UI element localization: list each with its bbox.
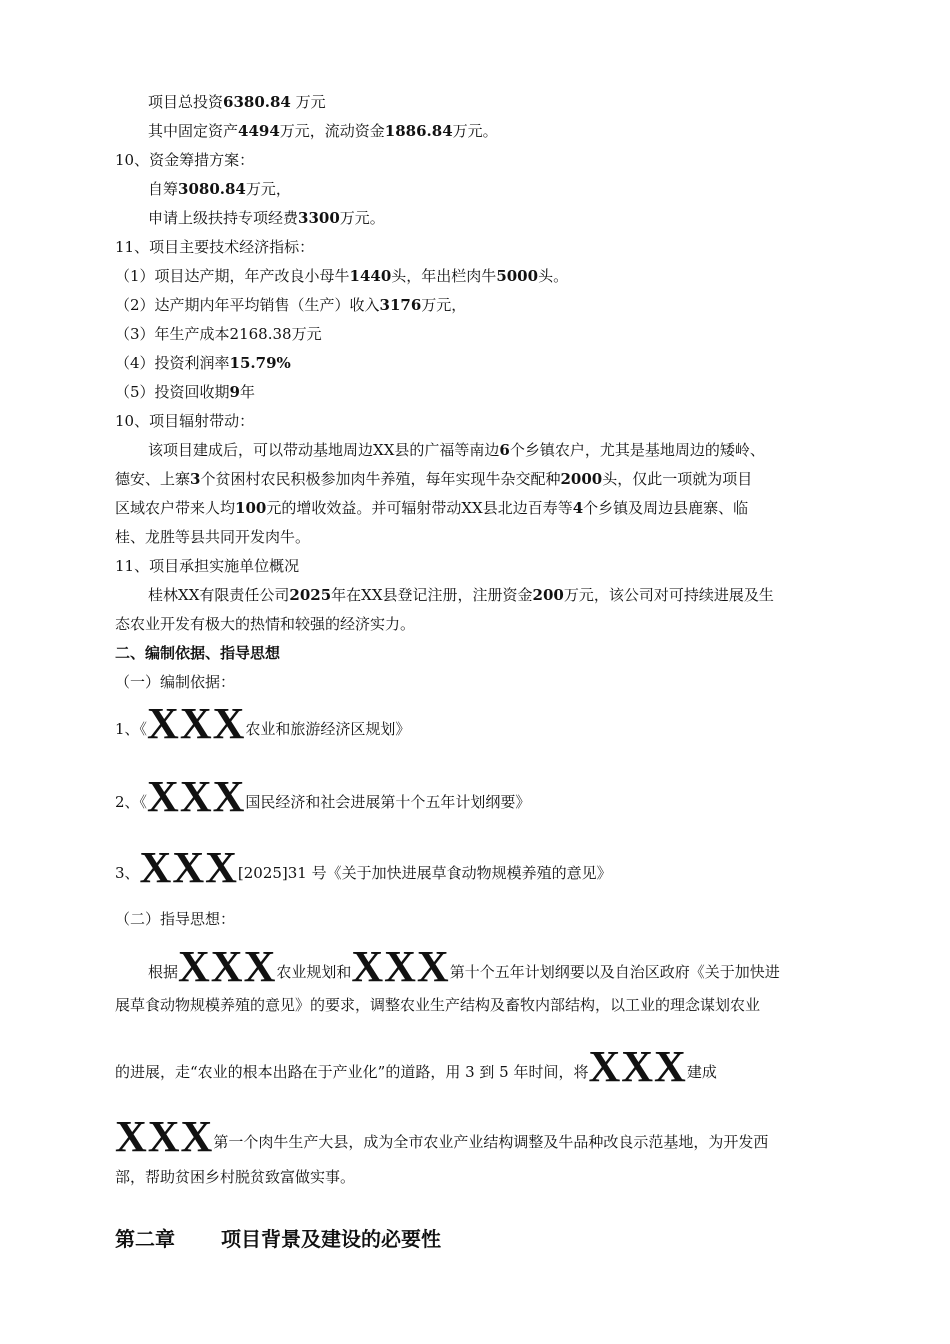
guideline-paragraph-line-1: 根据XXX农业规划和XXX第十个五年计划纲要以及自治区政府《关于加快进 bbox=[148, 942, 780, 991]
implementer-paragraph-line-2: 态农业开发有极大的热情和较强的经济实力。 bbox=[115, 615, 416, 633]
chapter-number: 第二章 bbox=[115, 1227, 175, 1251]
guideline-paragraph-line-3: 的进展，走“农业的根本出路在于产业化”的道路，用 3 到 5 年时间，将XXX建成 bbox=[115, 1042, 717, 1091]
indicator-item-3: （3）年生产成本2168.38万元 bbox=[115, 325, 322, 343]
radiation-paragraph-line-2: 德安、上寨3个贫困村农民积极参加肉牛养殖，每年实现牛杂交配种2000头，仅此一项就为项目 bbox=[115, 470, 753, 488]
special-funding-line: 申请上级扶持专项经费3300万元。 bbox=[148, 209, 385, 227]
guideline-paragraph-line-5: 部，帮助贫困乡村脱贫致富做实事。 bbox=[115, 1168, 356, 1186]
basis-item-2: 2、《XXX国民经济和社会进展第十个五年计划纲要》 bbox=[115, 772, 531, 821]
section-2-heading: 二、编制依据、指导思想 bbox=[115, 644, 281, 662]
guideline-paragraph-line-2: 展草食动物规模养殖的意见》的要求，调整农业生产结构及畜牧内部结构，以工业的理念谋划农业 bbox=[115, 996, 761, 1014]
funding-plan-heading: 10、资金筹措方案： bbox=[115, 151, 255, 169]
radiation-heading: 10、项目辐射带动： bbox=[115, 412, 255, 430]
indicators-heading: 11、项目主要技术经济指标： bbox=[115, 238, 315, 256]
guideline-subheading: （二）指导思想： bbox=[115, 910, 236, 928]
indicator-item-4: （4）投资利润率15.79% bbox=[115, 354, 291, 372]
radiation-paragraph-line-1: 该项目建成后，可以带动基地周边XX县的广福等南边6个乡镇农户，尤其是基地周边的矮岭、 bbox=[148, 441, 765, 459]
self-funding-line: 自筹3080.84万元， bbox=[148, 180, 291, 198]
indicator-item-2: （2）达产期内年平均销售（生产）收入3176万元， bbox=[115, 296, 467, 314]
implementer-paragraph-line-1: 桂林XX有限责任公司2025年在XX县登记注册，注册资金200万元，该公司对可持续进展及生 bbox=[148, 586, 774, 604]
basis-item-3: 3、XXX[2025]31 号《关于加快进展草食动物规模养殖的意见》 bbox=[115, 843, 612, 892]
chapter-heading bbox=[115, 1226, 441, 1252]
radiation-paragraph-line-3: 区域农户带来人均100元的增收效益。并可辐射带动XX县北边百寿等4个乡镇及周边县鹿寨、临 bbox=[115, 499, 749, 517]
basis-subheading: （一）编制依据： bbox=[115, 673, 236, 691]
indicator-item-1: （1）项目达产期，年产改良小母牛1440头，年出栏肉牛5000头。 bbox=[115, 267, 569, 285]
indicator-item-5: （5）投资回收期9年 bbox=[115, 383, 255, 401]
implementer-heading: 11、项目承担实施单位概况 bbox=[115, 557, 300, 575]
guideline-paragraph-line-4: XXX第一个肉牛生产大县，成为全市农业产业结构调整及牛品种改良示范基地，为开发西 bbox=[115, 1112, 769, 1161]
basis-item-1: 1、《XXX农业和旅游经济区规划》 bbox=[115, 699, 411, 748]
investment-breakdown-line: 其中固定资产4494万元，流动资金1886.84万元。 bbox=[148, 122, 498, 140]
investment-total-line: 项目总投资6380.84 万元 bbox=[148, 93, 326, 111]
chapter-title: 项目背景及建设的必要性 bbox=[221, 1227, 441, 1251]
radiation-paragraph-line-4: 桂、龙胜等县共同开发肉牛。 bbox=[115, 528, 311, 546]
